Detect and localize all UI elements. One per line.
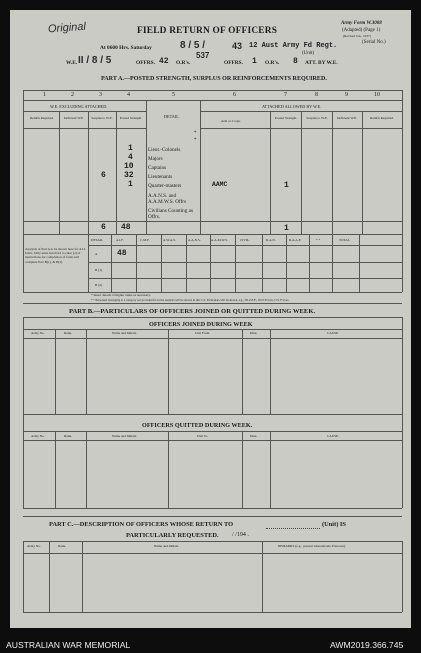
part-c-title: PART C.—DESCRIPTION OF OFFICERS WHOSE RETURN TO — [49, 521, 234, 528]
total-posted: 48 — [121, 223, 131, 232]
column-number: 6 — [233, 92, 236, 98]
footnote-other-categories: * * Personnel belonging to a category not provided for in the analysis will be shown in this Col. Particulars will be shown, e.g., 2N.Z.E.F., 2N.Z.Forces, U.S. Forces. — [91, 298, 290, 302]
column-number: 5 — [172, 92, 175, 98]
report-year-value: 43 — [232, 41, 243, 51]
we-date-value: II / 8 / 5 — [78, 55, 112, 66]
joined-col-army-no: Army No. — [31, 331, 45, 335]
arm-or-corps-value: AAMC — [212, 181, 228, 188]
column-number: 7 — [284, 92, 287, 98]
form-reference: Army Form W.3008 — [341, 21, 382, 26]
we-ors-value: 537 — [196, 51, 210, 60]
we-offrs-label: OFFRS. — [136, 60, 156, 66]
detail-col-total: TOTAL — [339, 238, 350, 242]
column-number: 3 — [99, 92, 102, 98]
quitted-col-name: Name and Initials. — [112, 434, 137, 438]
quitted-col-army-no: Army No. — [31, 434, 45, 438]
rank-lieutenants: Lieutenants — [148, 174, 173, 180]
report-date-value: 8 / 5 / — [180, 40, 206, 51]
attached-ors-label: O.R's. — [265, 60, 280, 66]
detail-aif-value: 48 — [117, 249, 127, 258]
posted-captains: 10 — [124, 162, 134, 171]
surplus-lieutenants: 6 — [101, 171, 106, 180]
detail-row-header: DETAIL — [91, 238, 103, 242]
sub-header-reinfts-required: Reinfts Required. — [30, 116, 54, 120]
detail-header: DETAIL. — [164, 114, 180, 119]
attached-ors-value: 8 — [293, 57, 298, 66]
quitted-title: OFFICERS QUITTED DURING WEEK. — [142, 422, 253, 429]
joined-col-date: Date. — [250, 331, 258, 335]
we-offrs-value: 42 — [159, 57, 169, 66]
part-a-title: PART A.—POSTED STRENGTH, SURPLUS OR REINFORCEMENTS REQUIRED. — [101, 76, 327, 82]
detail-col-aif: A.I.F. — [116, 238, 124, 242]
joined-col-rank: Rank. — [64, 331, 73, 335]
detail-col-aamws: A.A.M.W.S. — [211, 238, 228, 242]
column-number: 4 — [127, 92, 130, 98]
quitted-col-rank: Rank. — [64, 434, 73, 438]
column-number: 10 — [374, 92, 380, 98]
detail-col-raaf: R.A.A.F. — [289, 238, 302, 242]
unit-name-value: 12 Aust Army Fd Regt. — [249, 42, 338, 50]
total-surplus: 6 — [101, 223, 106, 232]
sub-header-deficient: Deficient W.E. — [336, 116, 358, 120]
total-attached-posted: 1 — [284, 224, 289, 233]
joined-col-name: Name and Initials. — [112, 331, 137, 335]
part-c-subtitle: PARTICULARLY REQUESTED. — [126, 532, 219, 539]
attached-by-we-label: ATT. BY W.E. — [305, 60, 338, 66]
detail-col-aans: A.A.N.S. — [188, 238, 201, 242]
attached-offrs-value: 1 — [252, 57, 257, 66]
detail-row-b1: B (1) — [95, 268, 103, 272]
sub-header-posted-strength: Posted Strength. — [274, 116, 298, 120]
rank-civilians: Civilians Counting as Offrs. — [148, 208, 193, 221]
column-number: 9 — [345, 92, 348, 98]
sub-header-deficient: Deficient W.E. — [63, 116, 85, 120]
quitted-col-date: Date. — [250, 434, 258, 438]
part-c-unit-label: (Unit) IS — [322, 521, 346, 528]
part-c-col-remarks: REMARKS (e.g., present whereabouts if known). — [278, 544, 346, 548]
part-c-col-rank: Rank. — [58, 544, 67, 548]
asterisk-marker: * — [194, 138, 197, 143]
we-ors-label: O.R's. — [176, 60, 191, 66]
part-c-date-blank: / /194 . — [232, 532, 249, 538]
part-c-col-army-no: Army No. — [27, 544, 41, 548]
sub-header-surplus: Surplus to W.E. — [91, 116, 113, 120]
quitted-col-unit-to: Unit To. — [197, 434, 209, 438]
sub-header-surplus: Surplus to W.E. — [306, 116, 328, 120]
footer-accession: AWM2019.366.745 — [330, 640, 404, 650]
left-group-header: W.E. EXCLUDING ATTACHED. — [50, 104, 108, 109]
joined-col-cause: CAUSE. — [327, 331, 339, 335]
part-b-title: PART B.—PARTICULARS OF OFFICERS JOINED OR QUITTED DURING WEEK. — [69, 308, 316, 315]
sub-header-posted-strength: Posted Strength. — [119, 116, 143, 120]
sub-header-arm-or-corps: Arm or Corps. — [221, 119, 241, 123]
detail-col-cmf: C.M.F. — [140, 238, 150, 242]
sub-header-reinfts-required: Reinfts Required. — [370, 116, 394, 120]
attached-posted-value: 1 — [284, 181, 289, 190]
rank-quarter-masters: Quarter-masters — [148, 183, 182, 189]
part-c-col-name: Name and Initials. — [154, 544, 179, 548]
detail-col-other: * * — [316, 238, 321, 242]
right-group-header: ATTACHED ALLOWED BY W.E. — [262, 104, 322, 109]
report-time-label: At 0600 Hrs. Saturday — [100, 45, 152, 51]
form-title: FIELD RETURN OF OFFICERS — [137, 26, 278, 36]
posted-quarter-masters: 1 — [128, 180, 133, 189]
joined-title: OFFICERS JOINED DURING WEEK — [149, 321, 253, 328]
asterisk-marker: * — [194, 131, 197, 136]
posted-majors: 4 — [128, 153, 133, 162]
handwritten-note: Original — [47, 20, 87, 36]
unit-label: (Unit) — [302, 51, 315, 56]
detail-side-note: Analysis of Part A to be shown here for ALL Units. Only units involved to enter (a) of instructions for completion of form will complete Part B(1), & B(2). — [25, 247, 86, 264]
detail-col-civil: CIVIL. — [240, 238, 250, 242]
detail-row-b2: B (2) — [95, 283, 103, 287]
rank-lieut-colonels: Lieut.-Colonels — [148, 147, 181, 153]
detail-col-awas: A.W.A.S. — [163, 238, 177, 242]
detail-row-a: A — [95, 252, 98, 256]
form-reference-revised: (Revised Jan., 1937) — [343, 34, 371, 38]
column-number: 2 — [71, 92, 74, 98]
column-number: 8 — [315, 92, 318, 98]
form-reference-adapted: (Adapted) (Page 1) — [342, 28, 381, 33]
column-number: 1 — [43, 92, 46, 98]
footer-source: AUSTRALIAN WAR MEMORIAL — [6, 640, 131, 650]
footnote-higher-ranks: * Insert details of higher ranks as necessary. — [91, 293, 151, 297]
serial-number-label: (Serial No.) — [362, 40, 386, 45]
rank-captains: Captains — [148, 165, 167, 171]
attached-offrs-label: OFFRS. — [224, 60, 244, 66]
detail-col-ran: R.A.N. — [266, 238, 276, 242]
we-label: W.E. — [66, 60, 78, 66]
posted-lieut-colonels: 1 — [128, 144, 133, 153]
rank-aans-aamws: A.A.N.S. and A.A.M.W.S. Offrs — [148, 193, 187, 206]
joined-col-unit-from: Unit From. — [195, 331, 211, 335]
posted-lieutenants: 32 — [124, 171, 134, 180]
rank-majors: Majors — [148, 156, 163, 162]
quitted-col-cause: CAUSE. — [327, 434, 339, 438]
